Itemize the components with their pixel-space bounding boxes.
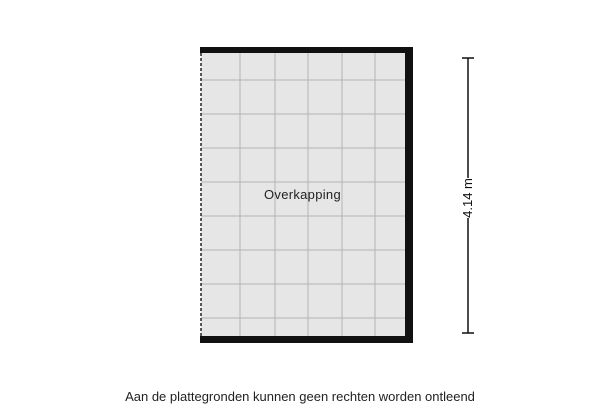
wall-bottom — [200, 336, 413, 343]
dimension-label: 4.14 m — [458, 178, 478, 218]
wall-right — [405, 47, 413, 343]
room-label: Overkapping — [263, 187, 341, 202]
disclaimer-text: Aan de plattegronden kunnen geen rechten worden ontleend — [125, 389, 475, 404]
wall-top — [200, 47, 413, 53]
